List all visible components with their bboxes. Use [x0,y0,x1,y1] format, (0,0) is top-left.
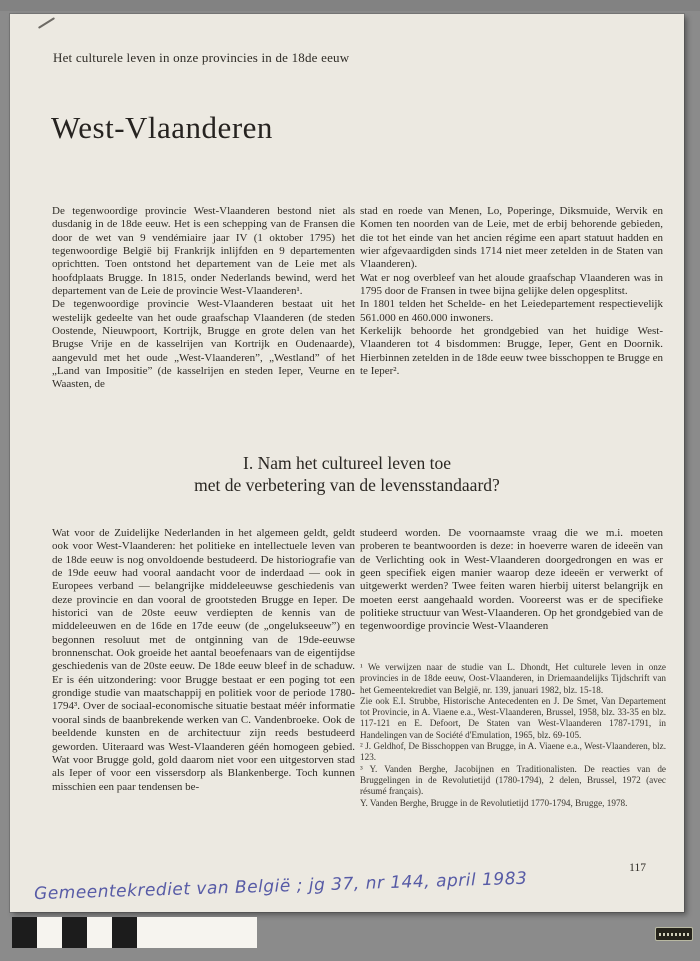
scanner-background-band [0,0,700,11]
calibration-square-black [12,917,37,948]
footnote: ¹ We verwijzen naar de studie van L. Dhondt, Het culturele leven in onze provincies in de 18de eeuw, Oost-Vlaanderen, in Driemaandelijks Tijdschrift van het Gemeentekrediet van België, nr. 139, januari 1982, blz. 15-18. [360,662,666,695]
section1-left-column [52,205,355,392]
corner-pen-mark [38,17,55,29]
handwritten-annotation: Gemeentekrediet van België ; jg 37, nr 144, april 1983 [33,868,528,905]
section1-right-column [360,205,663,378]
section-heading [10,452,684,496]
paragraph: Kerkelijk behoorde het grondgebied van het huidige West-Vlaanderen tot 4 bisdommen: Brugge, Ieper, Gent en Doornik. Hierbinnen zetelden in de 18de eeuw twee bisschoppen te Brugge en te Ieper². [360,325,664,378]
paragraph: In 1801 telden het Schelde- en het Leiedepartement respectievelijk 561.000 en 460.000 inwoners. [360,298,663,324]
calibration-square-black [112,917,137,948]
calibration-square-black [62,917,87,948]
paragraph: Wat er nog overbleef van het aloude graafschap Vlaanderen was in 1795 door de Fransen in twee bijna gelijke delen opgesplitst. [360,271,663,298]
calibration-bar [12,917,257,948]
paragraph: studeerd worden. De voornaamste vraag die we m.i. moeten proberen te beantwoorden is deze: in hoeverre waren de ideeën van de Verlichting ook in West-Vlaanderen doorgedrongen en was er geen specifiek eigen manier waarop deze ideeën er verwerkt of uitgewerkt werden? Twee feiten waren hierbij uiterst belangrijk en moeten eerst aangehaald worden. Vooreerst was er de specifieke politieke structuur van West-Vlaanderen. Op het grondgebied van de tegenwoordige provincie West-Vlaanderen [360,527,663,633]
library-sticker [655,927,693,941]
footnote: Y. Vanden Berghe, Brugge in de Revolutietijd 1770-1794, Brugge, 1978. [360,797,628,808]
paragraph: Wat voor de Zuidelijke Nederlanden in het algemeen geldt, geldt ook voor West-Vlaanderen: het politieke en intellectuele leven van de 18de eeuw is nog onvoldoende bestudeerd. De historiografie van de 19de eeuw had vooral aandacht voor de inderdaad — ook in Europees verband — belangrijke middeleeuwse geschiedenis van deze provincie en dan vooral de grootsteden Brugge en Ieper. De historici van de 20ste eeuw verdiepten de kennis van de middeleeuwen en de 16de en 17de eeuw (de „ongelukseeuw”) en begonnen resoluut met de ontginning van de 19de-eeuwse bronnenschat. Ook groeide het aantal beoefenaars van de eigentijdse geschiedenis van de 20ste eeuw. De 18de eeuw bleef in de schaduw. Er is één uitzondering: voor Brugge bestaat er een poging tot een grondige studie van maatschappij en politiek voor de periode 1780-1794³. Over de sociaal-economische situatie bestaat méér informatie vooral sinds de baanbrekende werken van C. Vandenbroeke. Ook de beeldende kunsten en de architectuur zijn reeds bestudeerd geworden. Uiteraard was West-Vlaanderen géén homogeen gebied. Wat voor Brugge gold, gold daarom niet voor een uitgestorven stad als Ieper of voor een vissersdorp als Blankenberge. Toch kunnen misschien een paar tendensen be- [52,527,355,793]
paragraph: De tegenwoordige provincie West-Vlaanderen bestaat uit het westelijk gedeelte van het oude graafschap Vlaanderen (de steden Oostende, Nieuwpoort, Kortrijk, Brugge en grote delen van het Brugse Vrije en de kasselrijen van Kortrijk en Oudenaarde), aangevuld met het oude „West-Vlaanderen”, „Westland” of het „Land van Impositie” (de kasselrijen en steden Ieper, Veurne en Waasten, de [52,298,355,391]
page-number: 117 [629,862,646,874]
running-head: Het culturele leven in onze provincies in de 18de eeuw [53,50,350,65]
footnote: ³ Y. Vanden Berghe, Jacobijnen en Traditionalisten. De reacties van de Bruggelingen in de Revolutietijd (1780-1794), 2 delen, Brussel, 1972 (avec résumé français). [360,763,666,797]
document-page [10,14,684,912]
section2-left-column [52,527,355,794]
paragraph: De tegenwoordige provincie West-Vlaanderen bestond niet als dusdanig in de 18de eeuw. Het is een schepping van de Fransen die door de wet van 9 vendémiaire jaar IV (1 oktober 1795) het tegenwoordige België bij Frankrijk inlijfden en 9 departementen oprichtten. Toen ontstond het departement van de Leie met als hoofdplaats Brugge. In 1815, onder Nederlands bewind, werd het departement van de Leie de provincie West-Vlaanderen¹. [52,205,355,298]
page-title: West-Vlaanderen [51,110,273,145]
calibration-strip-white [137,917,257,948]
paragraph: stad en roede van Menen, Lo, Poperinge, Diksmuide, Wervik en Komen ten noorden van de Leie, met de erbij behorende gebieden, die tot het einde van het ancien régime een apart statuut hadden en wier afgevaardigden sinds 1714 niet meer zetelden in de Staten van Vlaanderen). [360,205,663,271]
section-heading-line1: I. Nam het cultureel leven toe [243,453,451,473]
footnote: ² J. Geldhof, De Bisschoppen van Brugge, in A. Viaene e.a., West-Vlaanderen, blz. 123. [360,741,666,763]
section2-right-column [360,527,663,634]
section-heading-line2: met de verbetering van de levensstandaard? [194,475,500,495]
calibration-square-white [37,917,62,948]
footnotes-block [360,662,666,809]
sticker-text-lines [659,933,689,936]
footnote: Zie ook E.I. Strubbe, Historische Antecedenten en J. De Smet, Van Departement tot Provincie, in A. Viaene e.a., West-Vlaanderen, Brussel, 1958, blz. 33-35 en blz. 117-121 en E. Defoort, De Staten van West-Vlaanderen 1787-1791, in Handelingen van de Société d'Emulation, 1965, blz. 69-105. [360,695,666,740]
calibration-square-white [87,917,112,948]
